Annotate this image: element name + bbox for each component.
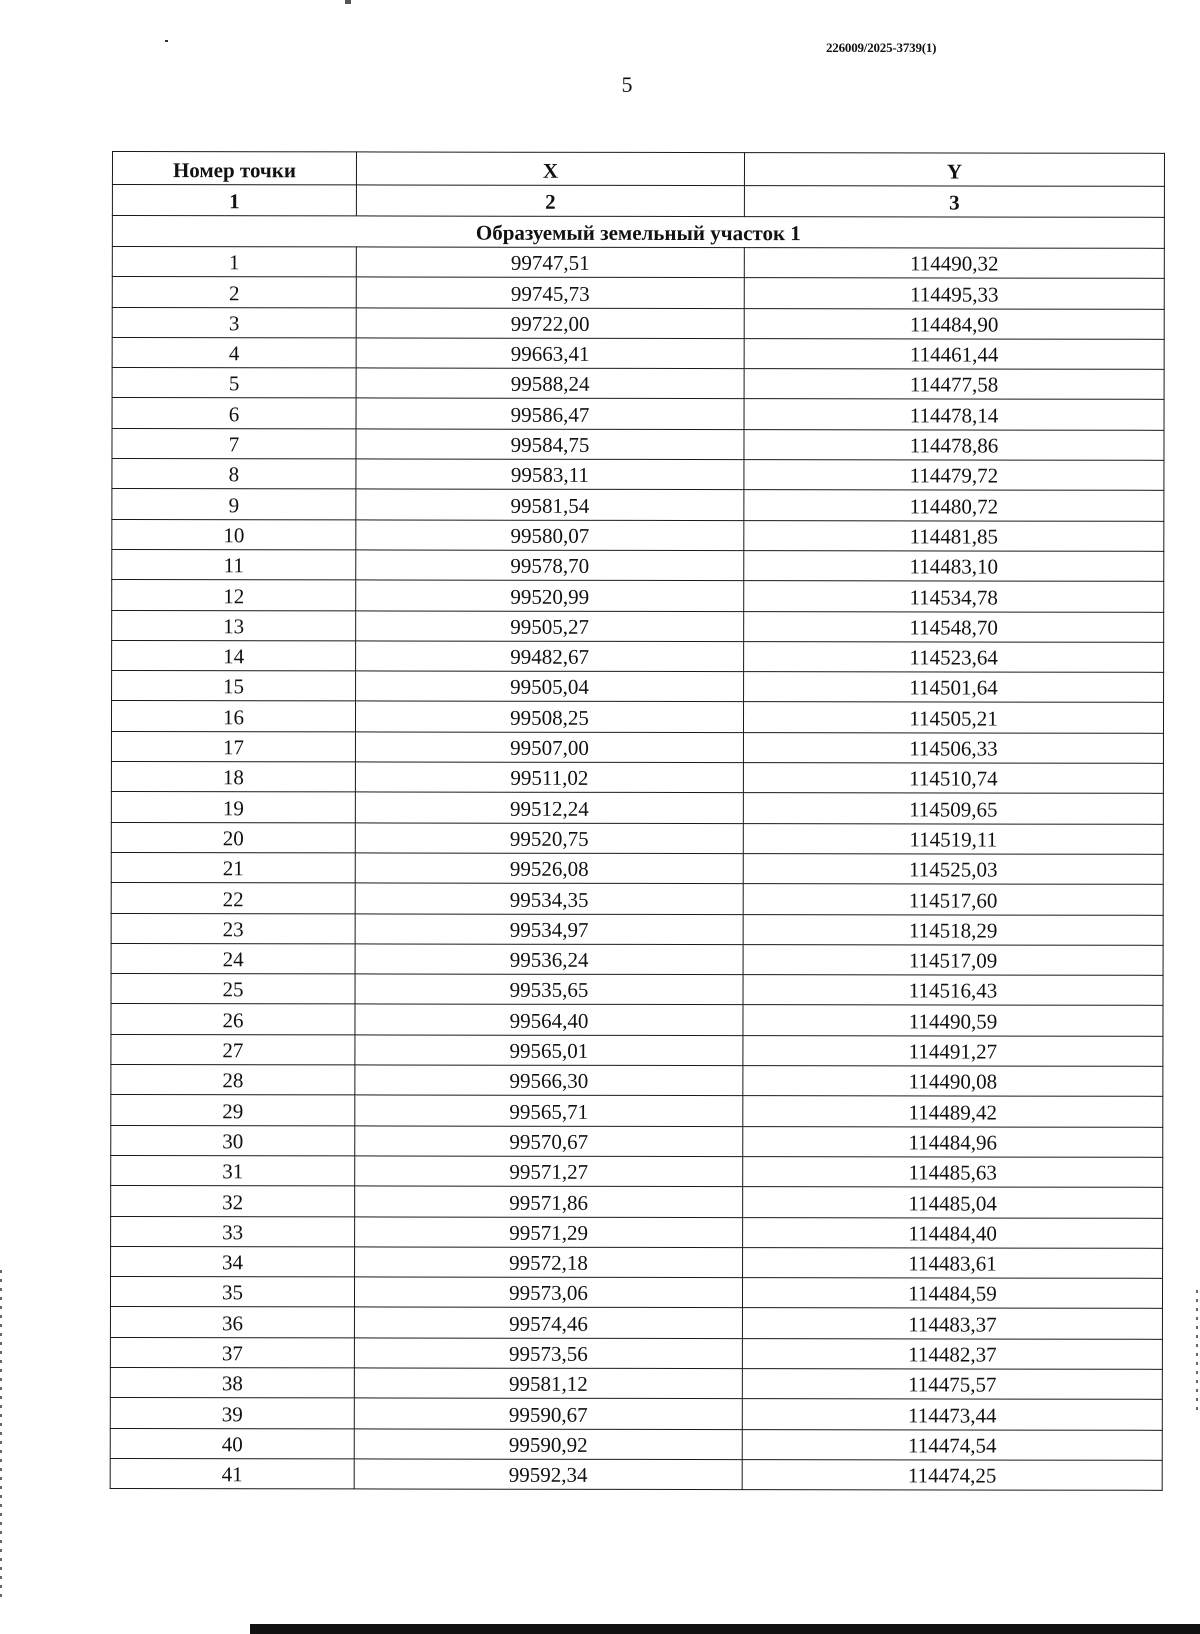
table-row: [112, 307, 1164, 339]
y-coordinate-cell: 114461,44: [744, 338, 1164, 369]
x-coordinate-cell: 99566,30: [355, 1065, 743, 1096]
y-coordinate-cell: 114516,43: [743, 975, 1163, 1006]
x-coordinate-cell: 99570,67: [355, 1126, 743, 1157]
x-coordinate-cell: 99505,04: [356, 671, 744, 702]
point-number-cell: 36: [110, 1307, 354, 1338]
table-row: [111, 974, 1163, 1006]
section-title-row: [112, 216, 1164, 249]
point-number-cell: 34: [111, 1246, 355, 1277]
y-coordinate-cell: 114484,90: [744, 308, 1164, 339]
table-row: [112, 459, 1164, 491]
point-number-cell: 10: [112, 519, 356, 550]
scan-margin-mark: [1196, 1290, 1198, 1410]
column-number-row: [112, 185, 1164, 218]
column-number: 1: [112, 185, 356, 216]
y-coordinate-cell: 114484,96: [743, 1126, 1163, 1157]
x-coordinate-cell: 99747,51: [356, 247, 744, 278]
point-number-cell: 14: [112, 640, 356, 671]
y-coordinate-cell: 114478,86: [744, 429, 1164, 460]
table-row: [110, 1398, 1162, 1430]
table-row: [111, 852, 1163, 884]
x-coordinate-cell: 99482,67: [356, 641, 744, 672]
scan-speck: [165, 40, 168, 42]
table-row: [112, 549, 1164, 581]
table-row: [110, 1337, 1162, 1369]
y-coordinate-cell: 114519,11: [743, 823, 1163, 854]
y-coordinate-cell: 114484,40: [743, 1217, 1163, 1248]
point-number-cell: 15: [112, 671, 356, 702]
point-number-cell: 13: [112, 610, 356, 641]
y-coordinate-cell: 114518,29: [743, 914, 1163, 945]
x-coordinate-cell: 99565,01: [355, 1035, 743, 1066]
y-coordinate-cell: 114477,58: [744, 369, 1164, 400]
table-row: [110, 1458, 1162, 1490]
x-coordinate-cell: 99534,35: [355, 883, 743, 914]
table-row: [112, 247, 1164, 279]
y-coordinate-cell: 114483,37: [742, 1308, 1162, 1339]
x-coordinate-cell: 99536,24: [355, 944, 743, 975]
table-row: [112, 580, 1164, 612]
table-row: [110, 1277, 1162, 1309]
point-number-cell: 39: [110, 1398, 354, 1429]
point-number-cell: 19: [111, 792, 355, 823]
document-number: 226009/2025-3739(1): [826, 40, 937, 55]
table-row: [111, 792, 1163, 824]
point-number-cell: 30: [111, 1125, 355, 1156]
point-number-cell: 5: [112, 368, 356, 399]
y-coordinate-cell: 114525,03: [743, 854, 1163, 885]
x-coordinate-cell: 99590,92: [354, 1429, 742, 1460]
scan-speck: [345, 0, 351, 4]
y-coordinate-cell: 114523,64: [744, 641, 1164, 672]
x-coordinate-cell: 99586,47: [356, 398, 744, 429]
x-coordinate-cell: 99534,97: [355, 913, 743, 944]
x-coordinate-cell: 99565,71: [355, 1095, 743, 1126]
table-row: [112, 398, 1164, 430]
y-coordinate-cell: 114505,21: [743, 702, 1163, 733]
y-coordinate-cell: 114473,44: [742, 1399, 1162, 1430]
table-row: [111, 822, 1163, 854]
point-number-cell: 2: [112, 277, 356, 308]
point-number-cell: 37: [110, 1337, 354, 1368]
x-coordinate-cell: 99584,75: [356, 429, 744, 460]
point-number-cell: 38: [110, 1367, 354, 1398]
table-row: [112, 519, 1164, 551]
y-coordinate-cell: 114506,33: [743, 732, 1163, 763]
x-coordinate-cell: 99583,11: [356, 459, 744, 490]
table-row: [111, 1246, 1163, 1278]
point-number-cell: 7: [112, 428, 356, 459]
y-coordinate-cell: 114501,64: [744, 672, 1164, 703]
x-coordinate-cell: 99578,70: [356, 550, 744, 581]
section-title: Образуемый земельный участок 1: [112, 216, 1164, 249]
point-number-cell: 20: [111, 822, 355, 853]
column-header-point-number: Номер точки: [112, 152, 356, 185]
y-coordinate-cell: 114489,42: [743, 1096, 1163, 1127]
y-coordinate-cell: 114491,27: [743, 1035, 1163, 1066]
y-coordinate-cell: 114479,72: [744, 460, 1164, 491]
coordinates-table: [110, 151, 1165, 1491]
table-row: [112, 610, 1164, 642]
x-coordinate-cell: 99508,25: [355, 701, 743, 732]
x-coordinate-cell: 99581,54: [356, 489, 744, 520]
column-number: 2: [356, 185, 744, 217]
x-coordinate-cell: 99520,75: [355, 823, 743, 854]
x-coordinate-cell: 99573,56: [354, 1338, 742, 1369]
y-coordinate-cell: 114474,25: [742, 1459, 1162, 1490]
point-number-cell: 3: [112, 307, 356, 338]
table-row: [111, 1186, 1163, 1218]
column-header-y: Y: [744, 153, 1164, 187]
x-coordinate-cell: 99592,34: [354, 1459, 742, 1490]
point-number-cell: 12: [112, 580, 356, 611]
point-number-cell: 16: [111, 701, 355, 732]
x-coordinate-cell: 99573,06: [354, 1277, 742, 1308]
x-coordinate-cell: 99535,65: [355, 974, 743, 1005]
table-row: [111, 1125, 1163, 1157]
page-number: 5: [621, 72, 633, 97]
y-coordinate-cell: 114517,60: [743, 884, 1163, 915]
table-row: [111, 883, 1163, 915]
table-row: [111, 1216, 1163, 1248]
x-coordinate-cell: 99572,18: [355, 1247, 743, 1278]
table-row: [112, 489, 1164, 521]
point-number-cell: 22: [111, 883, 355, 914]
y-coordinate-cell: 114485,63: [743, 1157, 1163, 1188]
table-row: [111, 1095, 1163, 1127]
point-number-cell: 35: [110, 1277, 354, 1308]
x-coordinate-cell: 99581,12: [354, 1368, 742, 1399]
x-coordinate-cell: 99745,73: [356, 277, 744, 308]
y-coordinate-cell: 114483,61: [743, 1247, 1163, 1278]
point-number-cell: 41: [110, 1458, 354, 1489]
table-row: [111, 1034, 1163, 1066]
coordinates-table-wrapper: [110, 151, 1173, 1491]
point-number-cell: 24: [111, 943, 355, 974]
x-coordinate-cell: 99722,00: [356, 308, 744, 339]
point-number-cell: 25: [111, 974, 355, 1005]
table-row: [112, 428, 1164, 460]
x-coordinate-cell: 99590,67: [354, 1398, 742, 1429]
x-coordinate-cell: 99571,86: [355, 1186, 743, 1217]
x-coordinate-cell: 99512,24: [355, 792, 743, 823]
y-coordinate-cell: 114510,74: [743, 763, 1163, 794]
table-row: [111, 1155, 1163, 1187]
point-number-cell: 27: [111, 1034, 355, 1065]
y-coordinate-cell: 114481,85: [744, 520, 1164, 551]
table-row: [111, 1065, 1163, 1097]
table-row: [112, 337, 1164, 369]
y-coordinate-cell: 114490,32: [744, 248, 1164, 279]
x-coordinate-cell: 99564,40: [355, 1004, 743, 1035]
column-header-x: X: [356, 152, 744, 186]
point-number-cell: 8: [112, 459, 356, 490]
point-number-cell: 4: [112, 337, 356, 368]
point-number-cell: 9: [112, 489, 356, 520]
y-coordinate-cell: 114517,09: [743, 944, 1163, 975]
table-row: [112, 368, 1164, 400]
table-row: [110, 1428, 1162, 1460]
x-coordinate-cell: 99511,02: [355, 762, 743, 793]
point-number-cell: 23: [111, 913, 355, 944]
table-row: [110, 1307, 1162, 1339]
y-coordinate-cell: 114474,54: [742, 1429, 1162, 1460]
table-row: [110, 1367, 1162, 1399]
scan-margin-mark: [0, 1270, 2, 1600]
point-number-cell: 21: [111, 852, 355, 883]
y-coordinate-cell: 114534,78: [744, 581, 1164, 612]
point-number-cell: 31: [111, 1155, 355, 1186]
y-coordinate-cell: 114548,70: [744, 611, 1164, 642]
point-number-cell: 6: [112, 398, 356, 429]
x-coordinate-cell: 99526,08: [355, 853, 743, 884]
x-coordinate-cell: 99588,24: [356, 368, 744, 399]
y-coordinate-cell: 114490,59: [743, 1005, 1163, 1036]
column-number: 3: [744, 186, 1164, 218]
point-number-cell: 33: [111, 1216, 355, 1247]
y-coordinate-cell: 114480,72: [744, 490, 1164, 521]
x-coordinate-cell: 99574,46: [354, 1307, 742, 1338]
y-coordinate-cell: 114495,33: [744, 278, 1164, 309]
table-row: [111, 762, 1163, 794]
table-row: [111, 913, 1163, 945]
table-row: [112, 671, 1164, 703]
point-number-cell: 18: [111, 762, 355, 793]
x-coordinate-cell: 99505,27: [356, 610, 744, 641]
y-coordinate-cell: 114478,14: [744, 399, 1164, 430]
y-coordinate-cell: 114482,37: [742, 1338, 1162, 1369]
x-coordinate-cell: 99580,07: [356, 520, 744, 551]
point-number-cell: 40: [110, 1428, 354, 1459]
table-body: [110, 185, 1164, 1491]
y-coordinate-cell: 114485,04: [743, 1187, 1163, 1218]
point-number-cell: 28: [111, 1065, 355, 1096]
table-row: [111, 731, 1163, 763]
y-coordinate-cell: 114490,08: [743, 1066, 1163, 1097]
table-row: [111, 943, 1163, 975]
point-number-cell: 1: [112, 247, 356, 278]
point-number-cell: 17: [111, 731, 355, 762]
point-number-cell: 11: [112, 549, 356, 580]
x-coordinate-cell: 99507,00: [355, 732, 743, 763]
point-number-cell: 29: [111, 1095, 355, 1126]
y-coordinate-cell: 114483,10: [744, 551, 1164, 582]
x-coordinate-cell: 99520,99: [356, 580, 744, 611]
table-row: [111, 1004, 1163, 1036]
y-coordinate-cell: 114509,65: [743, 793, 1163, 824]
scan-bottom-edge: [250, 1624, 1200, 1634]
x-coordinate-cell: 99663,41: [356, 338, 744, 369]
table-header-row: [112, 152, 1164, 187]
table-row: [112, 640, 1164, 672]
table-row: [111, 701, 1163, 733]
x-coordinate-cell: 99571,27: [355, 1156, 743, 1187]
point-number-cell: 26: [111, 1004, 355, 1035]
point-number-cell: 32: [111, 1186, 355, 1217]
y-coordinate-cell: 114484,59: [742, 1278, 1162, 1309]
y-coordinate-cell: 114475,57: [742, 1369, 1162, 1400]
table-row: [112, 277, 1164, 309]
x-coordinate-cell: 99571,29: [355, 1216, 743, 1247]
